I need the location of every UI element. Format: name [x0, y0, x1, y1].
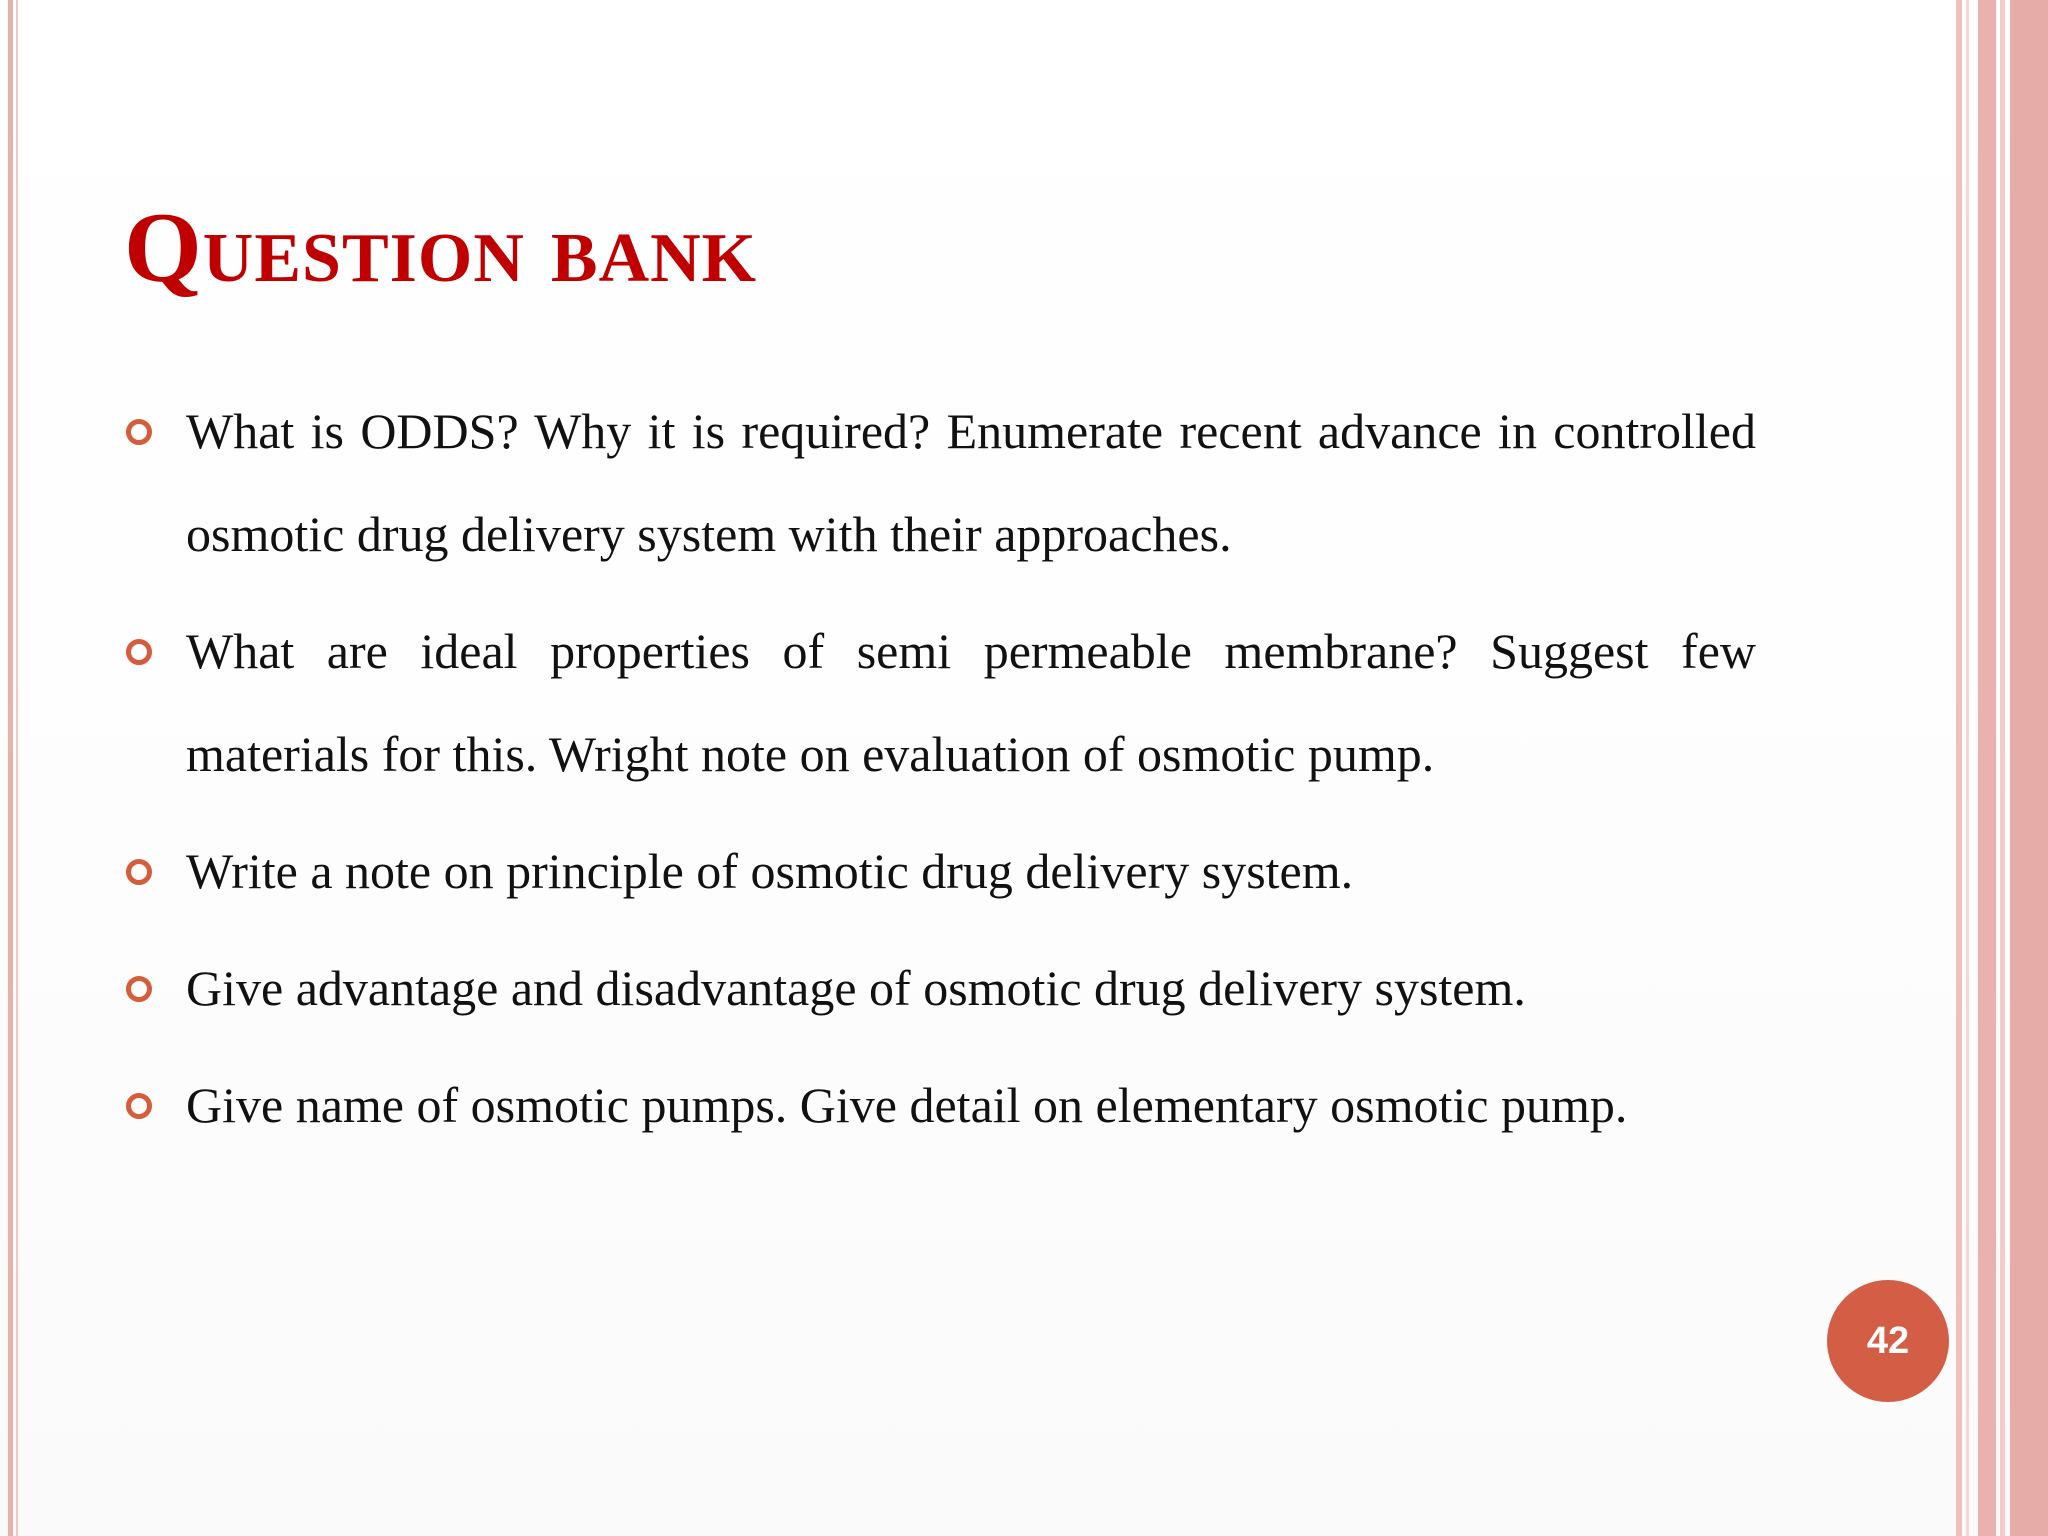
- right-decorative-stripe-thin-2: [2000, 0, 2005, 1536]
- question-item-5: [124, 1054, 1756, 1157]
- right-decorative-stripe-edge: [2010, 0, 2048, 1536]
- hollow-circle-bullet-icon: [126, 639, 152, 665]
- page-number-badge: 42: [1827, 1280, 1949, 1402]
- question-text: Give name of osmotic pumps. Give detail on elementary osmotic pump.: [186, 1077, 1628, 1133]
- question-item-1: [124, 380, 1756, 586]
- question-item-4: [124, 937, 1756, 1040]
- right-decorative-stripe-thin: [1966, 0, 1969, 1536]
- question-text: Give advantage and disadvantage of osmotic drug delivery system.: [186, 960, 1526, 1016]
- hollow-circle-bullet-icon: [126, 419, 152, 445]
- question-list: [124, 380, 1756, 1171]
- left-decorative-stripe-thin: [16, 0, 18, 1536]
- hollow-circle-bullet-icon: [126, 859, 152, 885]
- question-item-2: [124, 600, 1756, 806]
- question-text: What is ODDS? Why it is required? Enumerate recent advance in controlled osmotic drug delivery system with their approaches.: [186, 403, 1756, 562]
- right-decorative-stripe-wide: [1978, 0, 1996, 1536]
- question-text: What are ideal properties of semi permeable membrane? Suggest few materials for this. Wright note on evaluation of osmotic pump.: [186, 623, 1756, 782]
- question-item-3: [124, 820, 1756, 923]
- left-decorative-stripe: [8, 0, 13, 1536]
- hollow-circle-bullet-icon: [126, 976, 152, 1002]
- hollow-circle-bullet-icon: [126, 1093, 152, 1119]
- slide-title: Question bank: [124, 192, 758, 303]
- question-text: Write a note on principle of osmotic drug delivery system.: [186, 843, 1354, 899]
- right-decorative-stripe: [1956, 0, 1962, 1536]
